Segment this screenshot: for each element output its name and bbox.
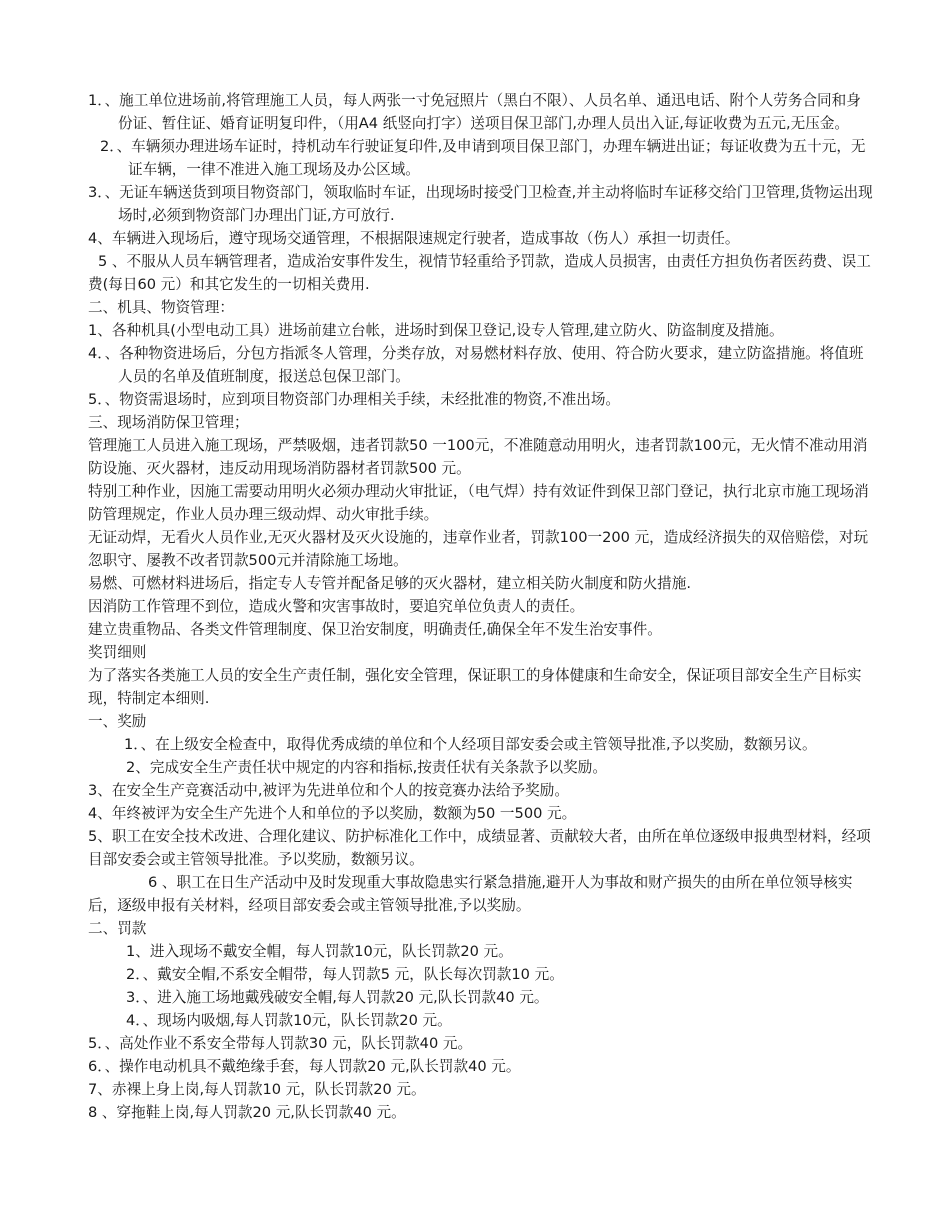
paragraph: 特别工种作业，因施工需要动用明火必须办理动火审批证，（电气焊）持有效证件到保卫部门登记，执行北京市施工现场消防管理规定，作业人员办理三级动焊、动火审批手续。	[88, 483, 869, 523]
paragraph: 4、年终被评为安全生产先进个人和单位的予以奖励，数额为50 一500 元。	[88, 805, 577, 822]
section-heading: 二、机具、物资管理：	[88, 299, 234, 316]
section-heading: 三、现场消防保卫管理；	[88, 414, 249, 431]
paragraph: 1．、施工单位进场前,将管理施工人员，每人两张一寸免冠照片（黑白不限）、人员名单、通迅电话、附个人劳务合同和身份证、暂住证、婚育证明复印件，（用A4 纸竖向打字）送项目保卫部门,办理人员出入证,每证收费为五元,无压金。	[88, 92, 861, 132]
paragraph: 3、在安全生产竞赛活动中,被评为先进单位和个人的按竞赛办法给予奖励。	[88, 782, 569, 799]
paragraph: 2、完成安全生产责任状中规定的内容和指标,按责任状有关条款予以奖励。	[126, 759, 607, 776]
paragraph: 5 、不服从人员车辆管理者，造成治安事件发生，视情节轻重给予罚款，造成人员损害，由责任方担负伤者医药费、误工费(每日60 元）和其它发生的一切相关费用.	[88, 253, 871, 293]
paragraph: 4．、各种物资进场后，分包方指派冬人管理，分类存放，对易燃材料存放、使用、符合防火要求，建立防盗措施。将值班人员的名单及值班制度，报送总包保卫部门。	[88, 345, 864, 385]
paragraph: 5、职工在安全技术改进、合理化建议、防护标准化工作中，成绩显著、贡献较大者，由所在单位逐级申报典型材料，经项目部安委会或主管领导批准。予以奖励，数额另议。	[88, 828, 871, 868]
paragraph: 无证动焊，无看火人员作业,无灭火器材及灭火设施的，违章作业者，罚款100一200 元，造成经济损失的双倍赔偿，对玩忽职守、屡教不改者罚款500元并清除施工场地。	[88, 529, 869, 569]
paragraph: 因消防工作管理不到位，造成火警和灾害事故时，要追究单位负责人的责任。	[88, 598, 585, 615]
paragraph: 为了落实各类施工人员的安全生产责任制，强化安全管理，保证职工的身体健康和生命安全，保证项目部安全生产目标实现，特制定本细则.	[88, 667, 862, 707]
paragraph: 7、赤裸上身上岗,每人罚款10 元，队长罚款20 元。	[88, 1081, 426, 1098]
paragraph: 6 、职工在日生产活动中及时发现重大事故隐患实行紧急措施,避开人为事故和财产损失的由所在单位领导核实后，逐级申报有关材料，经项目部安委会或主管领导批准,予以奖励。	[88, 874, 853, 914]
paragraph: 6．、操作电动机具不戴绝缘手套，每人罚款20 元,队长罚款40 元。	[88, 1058, 521, 1075]
paragraph: 1．、在上级安全检查中，取得优秀成绩的单位和个人经项目部安委会或主管领导批准,予以奖励，数额另议。	[124, 736, 817, 753]
paragraph: 5．、高处作业不系安全带每人罚款30 元，队长罚款40 元。	[88, 1035, 473, 1052]
paragraph: 易燃、可燃材料进场后，指定专人专管并配备足够的灭火器材，建立相关防火制度和防火措施.	[88, 575, 691, 592]
paragraph: 3．、进入施工场地戴残破安全帽,每人罚款20 元,队长罚款40 元。	[126, 989, 549, 1006]
section-heading: 二、罚款	[88, 920, 147, 937]
paragraph: 5．、物资需退场时，应到项目物资部门办理相关手续，未经批准的物资,不准出场。	[88, 391, 621, 408]
paragraph: 8 、穿拖鞋上岗,每人罚款20 元,队长罚款40 元。	[88, 1104, 406, 1121]
paragraph: 1、进入现场不戴安全帽，每人罚款10元，队长罚款20 元。	[126, 943, 513, 960]
paragraph: 4．、现场内吸烟,每人罚款10元，队长罚款20 元。	[126, 1012, 452, 1029]
paragraph: 4、车辆进入现场后，遵守现场交通管理，不根据限速规定行驶者，造成事故（伤人）承担一切责任。	[88, 230, 740, 247]
document-body	[88, 89, 874, 1124]
paragraph: 管理施工人员进入施工现场，严禁吸烟，违者罚款50 一100元，不准随意动用明火，违者罚款100元，无火情不准动用消防设施、灭火器材，违反动用现场消防器材者罚款500 元。	[88, 437, 868, 477]
paragraph: 建立贵重物品、各类文件管理制度、保卫治安制度，明确责任,确保全年不发生治安事件。	[88, 621, 662, 638]
paragraph: 2．、车辆须办理进场车证时，持机动车行驶证复印件,及申请到项目保卫部门，办理车辆进出证；每证收费为五十元，无证车辆，一律不准进入施工现场及办公区域。	[100, 138, 866, 178]
paragraph: 3．、无证车辆送货到项目物资部门，领取临时车证，出现场时接受门卫检查,并主动将临时车证移交给门卫管理,货物运出现场时,必须到物资部门办理出门证,方可放行.	[88, 184, 873, 224]
paragraph: 2．、戴安全帽,不系安全帽带，每人罚款5 元，队长每次罚款10 元。	[126, 966, 564, 983]
paragraph: 1、各种机具(小型电动工具）进场前建立台帐，进场时到保卫登记,设专人管理,建立防火、防盗制度及措施。	[88, 322, 784, 339]
section-heading: 一、奖励	[88, 713, 147, 730]
section-heading: 奖罚细则	[88, 644, 147, 661]
